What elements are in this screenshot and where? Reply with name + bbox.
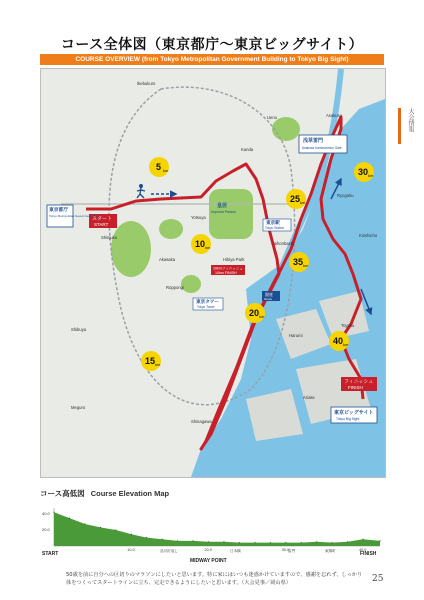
- elevation-point: [379, 540, 380, 541]
- svg-text:Tokyo Tower: Tokyo Tower: [197, 305, 215, 309]
- area-label: Nihonbashi: [273, 241, 294, 246]
- x-tick-label: 30.0: [281, 548, 290, 552]
- elevation-chart: [40, 500, 384, 564]
- elevation-point: [69, 518, 70, 519]
- elevation-point: [146, 537, 147, 538]
- elevation-svg: [40, 500, 384, 564]
- tokyo-station-label: [263, 219, 291, 231]
- km-marker-40: [329, 331, 349, 351]
- elevation-title: [40, 488, 169, 499]
- area-label: Ariake: [303, 395, 315, 400]
- svg-text:皇居: 皇居: [217, 203, 228, 209]
- elevation-point: [347, 541, 348, 542]
- area-label: Yotsuya: [191, 215, 206, 220]
- km-marker-20: [245, 303, 265, 323]
- svg-text:km: km: [368, 173, 374, 178]
- area-label: Akasaka: [159, 257, 176, 262]
- shinjuku-gyoen: [159, 219, 183, 239]
- big-sight-label: [331, 407, 377, 423]
- ginza-label: [262, 291, 280, 301]
- svg-text:km: km: [155, 362, 161, 367]
- elevation-point: [208, 541, 209, 542]
- elevation-point: [301, 542, 302, 543]
- finish-label: FINISH: [360, 551, 377, 557]
- x-tick-label: 20.0: [204, 548, 212, 552]
- side-tab[interactable]: 大会情報: [398, 108, 415, 144]
- svg-text:5: 5: [156, 162, 162, 172]
- point-label: 日本橋: [230, 549, 241, 553]
- svg-text:30: 30: [358, 167, 369, 177]
- page-subtitle: COURSE OVERVIEW (from Tokyo Metropolitan Government Building to Tokyo Big Sight): [40, 54, 384, 65]
- area-label: Asakusa: [326, 113, 343, 118]
- area-label: Shibuya: [71, 327, 87, 332]
- elevation-point: [84, 523, 85, 524]
- svg-text:km: km: [205, 245, 211, 250]
- svg-text:東京駅: 東京駅: [266, 220, 280, 225]
- svg-text:km: km: [163, 168, 169, 173]
- asakusa-label: [299, 135, 347, 153]
- point-label: 雷門: [288, 549, 296, 553]
- elevation-point: [362, 539, 363, 540]
- area-label: Ryogoku: [337, 193, 354, 198]
- elevation-point: [332, 542, 333, 543]
- y-tick-label: 20.0: [42, 527, 50, 532]
- point-label: 品川折返し: [160, 549, 178, 553]
- svg-text:Tokyo Station: Tokyo Station: [265, 226, 285, 230]
- midway-label: MIDWAY POINT: [190, 558, 227, 564]
- page-title: コース全体図（東京都庁～東京ビッグサイト）: [60, 37, 364, 53]
- elevation-title-jp: コース高低図: [40, 489, 85, 498]
- elevation-point: [162, 539, 163, 540]
- area-label: Meguro: [71, 405, 86, 410]
- point-label: 東陽町: [325, 549, 336, 553]
- aoyama-park: [181, 275, 201, 293]
- elevation-point: [100, 527, 101, 528]
- meiji-shrine-park: [111, 221, 151, 277]
- elevation-point: [223, 541, 224, 542]
- km-marker-25: [286, 189, 306, 209]
- area-label: Ueno: [267, 115, 278, 120]
- finish-badge: [341, 377, 377, 391]
- area-label: Ikebukuro: [137, 81, 156, 86]
- km-marker-30: [354, 162, 374, 182]
- elevation-point: [53, 512, 54, 513]
- area-label: Shinagawa: [191, 419, 212, 424]
- area-label: Harumi: [289, 333, 303, 338]
- svg-text:FINISH: FINISH: [348, 385, 363, 390]
- elevation-point: [193, 540, 194, 541]
- area-label: Kinshicho: [359, 233, 378, 238]
- km-marker-10: [191, 234, 211, 254]
- svg-text:km: km: [303, 263, 309, 268]
- runner-icon: [137, 184, 145, 198]
- footer-note: 50歳を前に自分への区切りのマラソンにしたいと思います。特に家にはいつも迷惑かけていますので、感謝を忘れず、しっかり体をつくってスタートラインに立ち、完走できるようにしたいと思います。（大会見事／岡山県）: [66, 572, 363, 586]
- svg-text:フィニッシュ: フィニッシュ: [344, 379, 374, 385]
- svg-text:東京都庁: 東京都庁: [49, 208, 69, 213]
- svg-text:浅草雷門: 浅草雷門: [303, 138, 324, 144]
- svg-text:10km FINISH: 10km FINISH: [215, 271, 237, 275]
- elevation-point: [131, 534, 132, 535]
- svg-text:Tokyo Metropolitan Government: Tokyo Metropolitan Government Office: [49, 214, 101, 218]
- map-svg: [41, 69, 385, 477]
- km-marker-35: [289, 252, 309, 272]
- svg-text:東京ビッグサイト: 東京ビッグサイト: [334, 410, 374, 416]
- area-label: Hibiya Park: [223, 257, 245, 262]
- svg-text:35: 35: [293, 257, 304, 267]
- svg-text:15: 15: [145, 356, 156, 366]
- km-marker-5: [149, 157, 169, 177]
- area-label: Roppongi: [166, 285, 184, 290]
- tokyo-tower-label: [193, 298, 223, 310]
- x-tick-label: 40.0: [359, 548, 367, 552]
- y-tick-label: 40.0: [42, 511, 50, 516]
- svg-text:25: 25: [290, 194, 301, 204]
- elevation-point: [316, 541, 317, 542]
- svg-text:km: km: [300, 200, 306, 205]
- ueno-park: [272, 117, 300, 141]
- elevation-area: [54, 512, 380, 546]
- start-label: START: [42, 551, 59, 557]
- course-map: [40, 68, 386, 478]
- imperial-palace-park: [209, 189, 253, 239]
- svg-text:10: 10: [195, 239, 206, 249]
- elevation-point: [239, 542, 240, 543]
- svg-text:km: km: [343, 342, 349, 347]
- elevation-title-en: Course Elevation Map: [90, 489, 170, 498]
- elevation-point: [254, 542, 255, 543]
- svg-text:Ginza: Ginza: [264, 297, 272, 301]
- svg-text:20: 20: [249, 308, 260, 318]
- svg-text:東京タワー: 東京タワー: [196, 299, 219, 304]
- area-label: Toyosu: [341, 323, 355, 328]
- svg-text:Imperial Palace: Imperial Palace: [211, 210, 236, 214]
- page-number: 25: [372, 574, 384, 584]
- area-label: Shinjuku: [101, 235, 118, 240]
- svg-text:10kmフィニッシュ: 10kmフィニッシュ: [213, 266, 243, 271]
- midway-finish-badge: [211, 265, 245, 275]
- elevation-point: [177, 540, 178, 541]
- svg-text:銀座: 銀座: [265, 292, 273, 297]
- svg-text:km: km: [259, 314, 265, 319]
- svg-text:Tokyo Big Sight: Tokyo Big Sight: [336, 417, 360, 421]
- area-label: Kanda: [241, 147, 254, 152]
- elevation-point: [270, 542, 271, 543]
- svg-text:スタート: スタート: [92, 216, 113, 222]
- svg-text:40: 40: [333, 336, 344, 346]
- km-marker-15: [141, 351, 161, 371]
- elevation-point: [285, 542, 286, 543]
- x-tick-label: 10.0: [127, 548, 135, 552]
- svg-text:Asakusa Kaminarimon Gate: Asakusa Kaminarimon Gate: [302, 146, 342, 150]
- svg-text:START: START: [94, 222, 109, 227]
- elevation-point: [115, 529, 116, 530]
